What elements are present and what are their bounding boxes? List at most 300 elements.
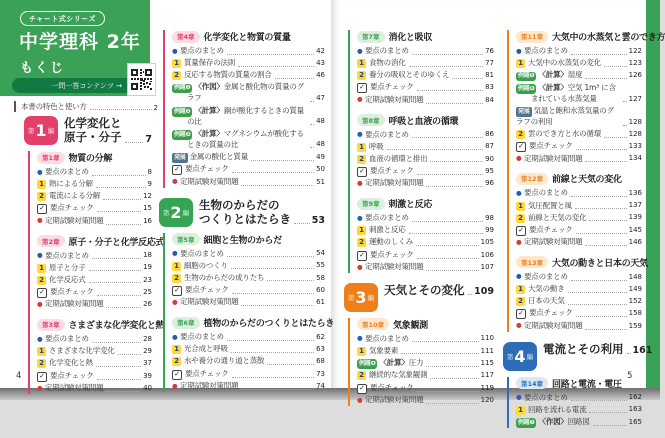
page-number: 149 [628, 284, 642, 293]
chapter-number-pill: 第6章 [172, 317, 200, 329]
summary-bullet-icon: ● [172, 46, 178, 55]
dotted-leader [89, 282, 142, 283]
exam-bullet-icon: ● [357, 395, 363, 404]
toc-item [357, 395, 494, 406]
dotted-leader [92, 342, 141, 343]
dotted-leader [426, 270, 478, 271]
right-folio: 5 [627, 371, 633, 381]
number-badge: 1 [172, 59, 181, 68]
toc-item [172, 344, 325, 355]
chapter-heading [516, 256, 648, 269]
dotted-leader [90, 109, 152, 110]
dotted-leader [604, 137, 627, 138]
part-page-number: 161 [632, 344, 653, 356]
toc-item [357, 46, 494, 57]
exam-bullet-icon: ● [172, 297, 178, 306]
item-label: ✓ 要点チェック [172, 369, 229, 380]
toc-item [516, 83, 642, 105]
toc-item [172, 164, 325, 175]
number-badge: 2 [516, 297, 525, 306]
chapter-number-pill: 第11章 [516, 31, 548, 43]
item-label: ✓ 要点チェック [516, 308, 573, 319]
dotted-leader [310, 124, 314, 125]
item-label: ✓ 要点チェック [172, 164, 229, 175]
series-badge: チャート式シリーズ [20, 11, 105, 26]
book-cover-edge [646, 0, 660, 388]
page-number: 84 [485, 95, 494, 104]
page-number: 127 [628, 94, 642, 103]
part-badge-suffix: 編 [367, 293, 375, 302]
toc-item [172, 70, 325, 81]
item-label: ● 定期試験対策問題 [516, 153, 583, 163]
chapter-heading [357, 318, 494, 331]
chapter-title: 植物のからだのつくりとはたらき [203, 319, 335, 330]
summary-bullet-icon: ● [357, 46, 363, 55]
page-number: 2 [153, 104, 158, 112]
page-number: 16 [143, 216, 152, 225]
page-number: 117 [480, 371, 494, 380]
page-number: 98 [485, 213, 494, 222]
dotted-leader [412, 221, 483, 222]
dotted-leader [96, 366, 141, 367]
page-number: 86 [485, 130, 494, 139]
page-number: 12 [143, 191, 152, 200]
item-label: ● 要点のまとめ [37, 250, 89, 260]
chapter-group [348, 318, 494, 406]
dotted-leader [412, 54, 483, 55]
dotted-leader [571, 196, 627, 197]
dotted-leader [589, 220, 626, 221]
item-label: 例題❹ 〈計算〉圧力 [357, 358, 423, 369]
part-title-block [384, 283, 494, 297]
item-label: ● 定期試験対策問題 [172, 381, 239, 391]
toc-item [357, 213, 494, 224]
item-label: 1 呼吸 [357, 142, 384, 153]
chapter-heading [37, 151, 152, 164]
chapter-group [28, 151, 165, 394]
item-label: 発展 金属の酸化と質量 [172, 152, 248, 163]
page-number: 107 [480, 262, 494, 271]
dotted-leader [232, 293, 315, 294]
dotted-leader [412, 137, 483, 138]
item-label: ● 要点のまとめ [516, 271, 568, 281]
page-number: 120 [480, 395, 494, 404]
item-label: 2 反応する物質の質量の割合 [172, 70, 272, 81]
dotted-leader [585, 329, 626, 330]
page-number: 122 [628, 46, 642, 55]
item-label: ✓ 要点チェック [37, 203, 94, 214]
dotted-leader [576, 149, 627, 150]
item-label: ● 要点のまとめ [172, 248, 224, 258]
exam-bullet-icon: ● [357, 262, 363, 271]
toc-item [516, 129, 642, 140]
item-label: ● 要点のまとめ [357, 129, 409, 139]
summary-bullet-icon: ● [172, 249, 178, 258]
number-badge: 2 [37, 276, 46, 285]
dotted-leader [97, 211, 142, 212]
dotted-leader [294, 223, 310, 224]
qr-code-icon [131, 69, 152, 90]
number-badge: 2 [357, 238, 366, 247]
item-label: ● 要点のまとめ [37, 167, 89, 176]
item-label: 2 電流による分解 [37, 191, 100, 202]
part-badge-prefix: 第 [27, 127, 35, 135]
example-type-tag: 〈作図〉 [194, 82, 224, 92]
dotted-leader [426, 103, 483, 104]
dotted-leader [231, 352, 314, 353]
chapter-group [163, 233, 335, 392]
summary-bullet-icon: ● [357, 334, 363, 343]
toc-item [516, 237, 642, 248]
dotted-leader [401, 353, 478, 354]
item-label: 1 さまざまな化学変化 [37, 346, 115, 357]
dotted-leader [106, 224, 141, 225]
example-badge: 例題❺ [516, 72, 536, 82]
item-label: ● 要点のまとめ [172, 46, 224, 55]
checkbox-icon: ✓ [172, 165, 182, 175]
page-number: 58 [316, 273, 325, 282]
part-badge [24, 116, 58, 145]
item-label: 1 食物の消化 [357, 58, 406, 69]
chapter-title: 原子・分子と化学反応式 [68, 237, 165, 248]
page-number: 146 [628, 238, 642, 247]
toc-column-4 [503, 28, 665, 438]
page-number: 90 [485, 154, 494, 163]
checkbox-icon: ✓ [357, 251, 367, 261]
toc-item [357, 225, 494, 236]
toc-item [37, 287, 152, 298]
toc-item [516, 213, 642, 224]
toc-item [357, 70, 494, 81]
item-label: ● 定期試験対策問題 [37, 215, 104, 225]
dotted-leader [417, 258, 479, 259]
item-label: 例題❼ 〈作図〉回路図 [516, 417, 590, 428]
part-page-number: 53 [311, 215, 325, 227]
part-badge-number: 3 [355, 287, 367, 307]
page-number: 42 [316, 46, 325, 55]
chapter-heading [37, 235, 165, 248]
toc-item [516, 106, 642, 128]
summary-bullet-icon: ● [516, 46, 522, 55]
chapter-title: 回路と電流・電圧 [552, 379, 622, 390]
toc-item [357, 166, 494, 177]
item-label: 2 血液の循環と排出 [357, 154, 427, 165]
dotted-leader [627, 353, 631, 354]
dotted-leader [106, 307, 141, 308]
dotted-leader [118, 354, 141, 355]
number-badge: 1 [516, 285, 525, 294]
page-number: 119 [480, 383, 494, 392]
toc-item [37, 203, 152, 214]
toc-item [516, 308, 642, 319]
page-number: 51 [316, 177, 325, 186]
item-label: ● 要点のまとめ [357, 46, 409, 55]
toc-item [357, 334, 494, 345]
part-heading [24, 116, 152, 145]
dotted-leader [417, 391, 479, 392]
item-label: ✓ 要点チェック [516, 225, 573, 236]
dotted-leader [417, 174, 484, 175]
part-title-line: 電流とその利用 [543, 341, 624, 356]
toc-item [172, 285, 325, 296]
checkbox-icon: ✓ [357, 384, 367, 394]
dotted-leader [576, 233, 627, 234]
exam-bullet-icon: ● [37, 383, 43, 392]
chapter-number-pill: 第7章 [357, 31, 385, 43]
exam-bullet-icon: ● [357, 178, 363, 187]
toc-item [357, 178, 494, 189]
dotted-leader [571, 54, 627, 55]
toc-item [516, 201, 642, 212]
toc-item [357, 262, 494, 273]
number-badge: 2 [357, 71, 366, 80]
toc-item [357, 82, 494, 93]
exam-bullet-icon: ● [516, 154, 522, 163]
number-badge: 2 [172, 71, 181, 80]
item-label: 1 気圧配置と風 [516, 201, 572, 212]
dotted-leader [103, 199, 141, 200]
page-number: 163 [628, 405, 642, 414]
summary-bullet-icon: ● [37, 334, 43, 343]
item-label: 2 継続的な気象観測 [357, 370, 427, 381]
chapter-number-pill: 第1章 [37, 152, 65, 164]
toc-item [516, 141, 642, 152]
summary-bullet-icon: ● [172, 332, 178, 341]
example-type-tag: 〈計算〉 [538, 82, 568, 92]
item-label: 2 化学変化と熱 [37, 358, 93, 369]
item-label: ● 定期試験対策問題 [357, 262, 424, 272]
toc-item [516, 417, 642, 428]
dotted-leader [430, 378, 478, 379]
item-label: ✓ 要点チェック [516, 141, 573, 152]
item-label: 1 熱による分解 [37, 179, 93, 190]
page-number: 128 [628, 117, 642, 126]
dotted-leader [575, 208, 627, 209]
chapter-number-pill: 第4章 [172, 31, 200, 43]
item-label: 2 前線と天気の変化 [516, 213, 586, 224]
item-label: 例題❺ 〈計算〉湿度 [516, 70, 582, 81]
dotted-leader [571, 280, 627, 281]
dotted-leader [92, 175, 146, 176]
dotted-leader [232, 377, 315, 378]
toc-item [172, 369, 325, 380]
chapter-heading [37, 318, 165, 332]
item-label: ● 要点のまとめ [172, 332, 224, 342]
example-badge: 例題❸ [172, 130, 192, 140]
page-number: 60 [316, 286, 325, 295]
dotted-leader [593, 425, 627, 426]
chapter-title: 呼吸と血液の循環 [388, 116, 459, 127]
part-heading [159, 198, 325, 227]
chapter-heading [172, 233, 325, 246]
summary-bullet-icon: ● [37, 251, 43, 260]
item-label: 1 質量保存の法則 [172, 58, 235, 69]
toc-heading: もくじ [20, 61, 66, 76]
page-number: 50 [316, 165, 325, 174]
item-label: ● 要点のまとめ [516, 188, 568, 198]
dotted-leader [241, 389, 314, 390]
checkbox-icon: ✓ [357, 83, 367, 93]
part-title-line: 生物のからだの [199, 197, 280, 212]
dotted-leader [310, 147, 314, 148]
summary-bullet-icon: ● [516, 272, 522, 281]
number-badge: 1 [357, 143, 366, 152]
part-title-block [543, 341, 653, 356]
item-label: ● 定期試験対策問題 [357, 94, 424, 104]
toc-item [516, 70, 642, 81]
number-badge: 2 [37, 359, 46, 368]
example-type-tag: 〈計算〉 [194, 105, 224, 115]
page-number: 136 [628, 189, 642, 198]
item-label: 1 大気中の水蒸気の変化 [516, 58, 601, 69]
item-label: ✓ 要点チェック [37, 371, 94, 382]
page-number: 159 [628, 321, 642, 330]
chapter-title: 物質の分解 [68, 154, 113, 164]
item-label: 2 運動のしくみ [357, 237, 413, 248]
toc-item [516, 284, 642, 295]
exam-bullet-icon: ● [516, 321, 522, 330]
toc-item [357, 383, 494, 394]
dotted-leader [576, 316, 627, 317]
advanced-badge: 発展 [172, 153, 188, 163]
page-number: 8 [147, 167, 152, 176]
item-label: ● 定期試験対策問題 [37, 299, 104, 309]
chapter-group [507, 30, 665, 332]
page-number: 63 [316, 344, 325, 353]
chapter-title: 化学変化と物質の質量 [203, 33, 291, 43]
chapter-heading [357, 197, 494, 210]
chapter-title: 消化と吸収 [388, 33, 433, 43]
dotted-leader [589, 412, 626, 413]
dotted-leader [96, 187, 146, 188]
dotted-leader [106, 391, 141, 392]
chapter-heading [516, 377, 642, 390]
left-folio: 4 [16, 371, 22, 381]
page-number: 81 [485, 70, 494, 79]
page-number: 25 [143, 288, 152, 297]
item-label: ● 定期試験対策問題 [357, 178, 424, 188]
dotted-leader [585, 161, 626, 162]
number-badge: 2 [357, 155, 366, 164]
part-badge-number: 1 [35, 121, 47, 140]
toc-item [172, 261, 325, 272]
dotted-leader [251, 160, 314, 161]
part-page-number: 109 [474, 286, 494, 298]
number-badge: 2 [516, 214, 525, 223]
toc-item [357, 58, 494, 69]
toc-item [172, 249, 325, 260]
page-number: 110 [480, 334, 494, 343]
item-label: 2 化学反応式 [37, 275, 86, 286]
toc-item [172, 106, 325, 128]
qa-content-banner: 一問一答コンテンツ → [12, 78, 150, 93]
item-label: ● 要点のまとめ [516, 46, 568, 55]
example-type-tag: 〈計算〉 [194, 128, 224, 138]
part-badge-number: 2 [170, 202, 182, 222]
toc-column-2 [159, 28, 335, 402]
dotted-leader [417, 90, 484, 91]
toc-column-3 [344, 28, 494, 416]
item-label: 2 生物のからだの成りたち [172, 273, 264, 284]
page-number: 96 [485, 179, 494, 188]
toc-item [172, 297, 325, 308]
number-badge: 1 [172, 262, 181, 271]
dotted-leader [275, 78, 314, 79]
page-number: 55 [316, 261, 325, 270]
number-badge: 1 [357, 59, 366, 68]
page-number: 77 [485, 58, 494, 67]
page-number: 99 [485, 225, 494, 234]
checkbox-icon: ✓ [37, 288, 47, 298]
example-badge: 例題❹ [357, 359, 377, 369]
example-type-tag: 〈計算〉 [538, 70, 568, 80]
toc-item [37, 334, 152, 345]
number-badge: 2 [37, 192, 46, 201]
chapter-group [507, 377, 642, 428]
advanced-badge: 発展 [516, 107, 532, 117]
toc-item [357, 346, 494, 357]
summary-bullet-icon: ● [516, 188, 522, 197]
intro-row [14, 101, 158, 112]
toc-item [37, 191, 152, 202]
dotted-leader [231, 268, 314, 269]
chapter-heading [516, 172, 642, 185]
toc-item [516, 272, 642, 283]
item-label: 2 雲のでき方と水の循環 [516, 129, 601, 140]
part-badge-prefix: 第 [347, 293, 355, 302]
number-badge: 1 [37, 264, 46, 273]
summary-bullet-icon: ● [357, 213, 363, 222]
book-title: 中学理科 2年 [19, 31, 141, 53]
summary-bullet-icon: ● [516, 393, 522, 402]
item-label: 1 光合成と呼吸 [172, 344, 228, 355]
toc-item [172, 177, 325, 188]
dotted-leader [89, 270, 142, 271]
toc-item [172, 381, 325, 392]
item-label: ✓ 要点チェック [37, 287, 94, 298]
chapter-number-pill: 第14章 [516, 377, 548, 389]
item-label: 1 細胞のつくり [172, 261, 228, 272]
checkbox-icon: ✓ [172, 286, 182, 296]
page-number: 115 [480, 359, 494, 368]
chapter-heading [357, 30, 494, 43]
dotted-leader [310, 101, 314, 102]
dotted-leader [416, 245, 479, 246]
page-number: 48 [316, 117, 325, 126]
dotted-leader [623, 101, 627, 102]
item-label: 2 日本の天気 [516, 296, 565, 307]
item-label: ● 定期試験対策問題 [172, 297, 239, 307]
toc-item [516, 393, 642, 404]
toc-item [516, 58, 642, 69]
item-label: ✓ 要点チェック [357, 166, 414, 177]
page-number: 106 [480, 250, 494, 259]
dotted-leader [97, 295, 142, 296]
checkbox-icon: ✓ [516, 142, 526, 152]
checkbox-icon: ✓ [516, 309, 526, 319]
toc-item [516, 296, 642, 307]
exam-bullet-icon: ● [516, 237, 522, 246]
page-number: 165 [628, 417, 642, 426]
part-title-block [64, 116, 152, 145]
qr-code [127, 63, 156, 96]
toc-item [357, 250, 494, 261]
part-heading [503, 341, 653, 371]
dotted-leader [267, 364, 314, 365]
part-title-line: つくりとはたらき [199, 211, 291, 226]
page-number: 111 [480, 346, 494, 355]
toc-item [37, 263, 152, 274]
